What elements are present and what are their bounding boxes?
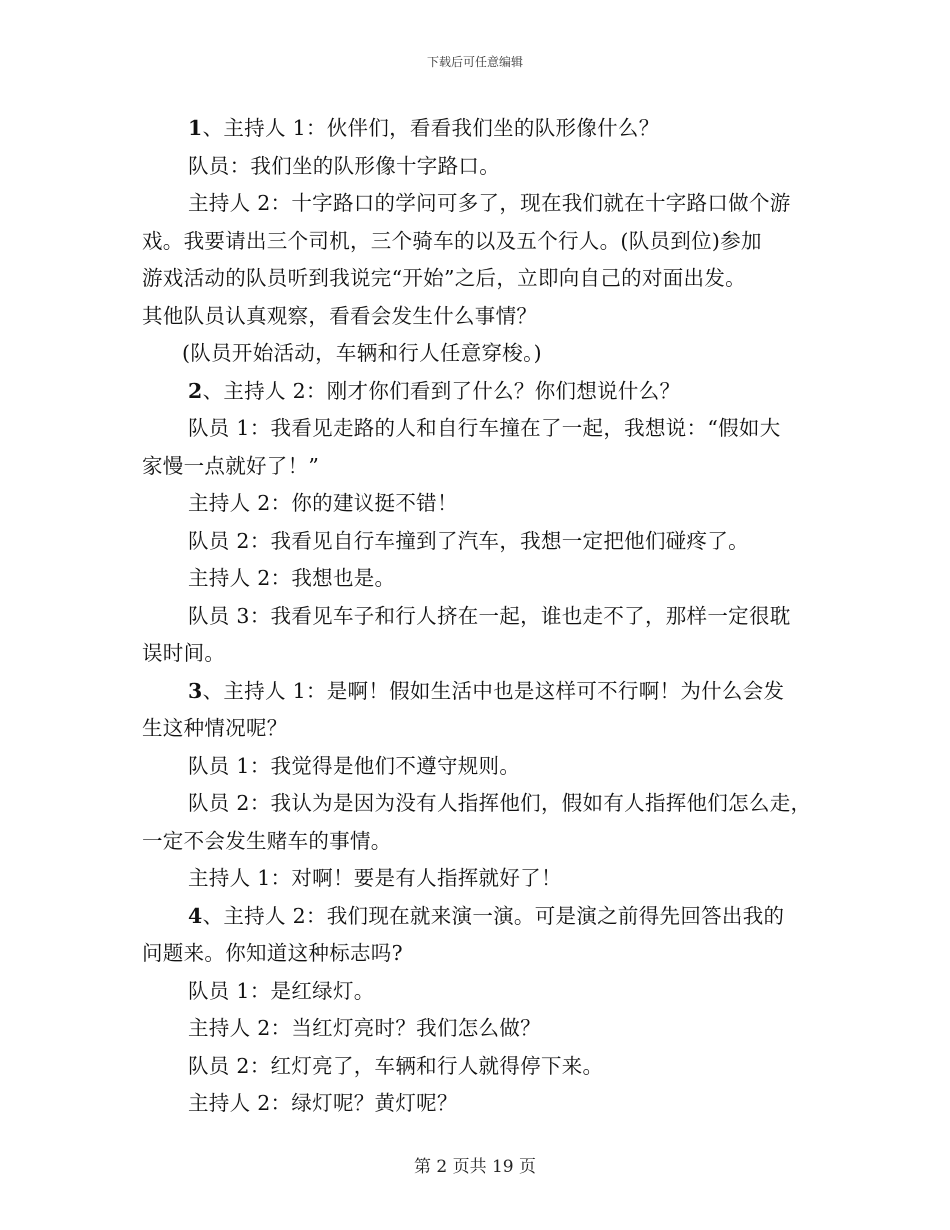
paragraph-line: 家慢一点就好了！” [142,453,320,478]
paragraph-line: 主持人 2：你的建议挺不错！ [188,491,458,515]
paragraph-line: 队员 1：我看见走路的人和自行车撞在了一起，我想说：“假如大 [188,416,781,440]
paragraph-line: 其他队员认真观察，看看会发生什么事情？ [142,303,538,328]
paragraph-line: 3、主持人 1：是啊！假如生活中也是这样可不行啊！为什么会发 [188,678,785,703]
section-number: 3 [188,678,203,703]
paragraph-line: 主持人 1：对啊！要是有人指挥就好了！ [188,866,562,890]
paragraph-line: 游戏活动的队员听到我说完“开始”之后，立即向自己的对面出发。 [142,266,746,290]
paragraph-line: 一定不会发生赌车的事情。 [142,828,392,853]
page-header: 下载后可任意编辑 [426,55,523,69]
paragraph-line: 队员 1：我觉得是他们不遵守规则。 [188,753,521,778]
paragraph-line: 2、主持人 2：刚才你们看到了什么？你们想说什么？ [188,378,681,403]
paragraph-line: 主持人 2：当红灯亮时？我们怎么做？ [188,1016,541,1040]
paragraph-line: 误时间。 [142,641,226,665]
section-number: 2 [188,378,203,403]
paragraph-line: 队员 2：我看见自行车撞到了汽车，我想一定把他们碰疼了。 [188,528,749,553]
paragraph-line: 主持人 2：我想也是。 [188,566,396,590]
page-footer: 第 2 页共 19 页 [413,1157,537,1177]
paragraph-line: 生这种情况呢？ [142,716,288,740]
paragraph-line: 队员：我们坐的队形像十字路口。 [188,153,500,178]
section-number: 1 [188,116,203,140]
paragraph-line: 1、主持人 1：伙伴们，看看我们坐的队形像什么？ [188,116,660,140]
paragraph-line: 问题来。你知道这种标志吗? [142,941,403,965]
paragraph-line: 队员 2：我认为是因为没有人指挥他们，假如有人指挥他们怎么走， [188,791,812,815]
document-body [142,110,832,1123]
paragraph-line: 主持人 2：十字路口的学问可多了，现在我们就在十字路口做个游 [188,191,791,215]
paragraph-line: 戏。我要请出三个司机，三个骑车的以及五个行人。(队员到位)参加 [142,228,762,253]
paragraph-line: (队员开始活动，车辆和行人任意穿梭。) [182,341,542,365]
paragraph-line: 队员 2：红灯亮了，车辆和行人就得停下来。 [188,1053,604,1078]
paragraph-line: 主持人 2：绿灯呢？黄灯呢？ [188,1091,458,1115]
paragraph-line: 队员 1：是红绿灯。 [188,978,375,1003]
paragraph-line: 4、主持人 2：我们现在就来演一演。可是演之前得先回答出我的 [188,903,785,928]
paragraph-line: 队员 3：我看见车子和行人挤在一起，谁也走不了，那样一定很耽 [188,603,791,628]
section-number: 4 [188,903,203,928]
